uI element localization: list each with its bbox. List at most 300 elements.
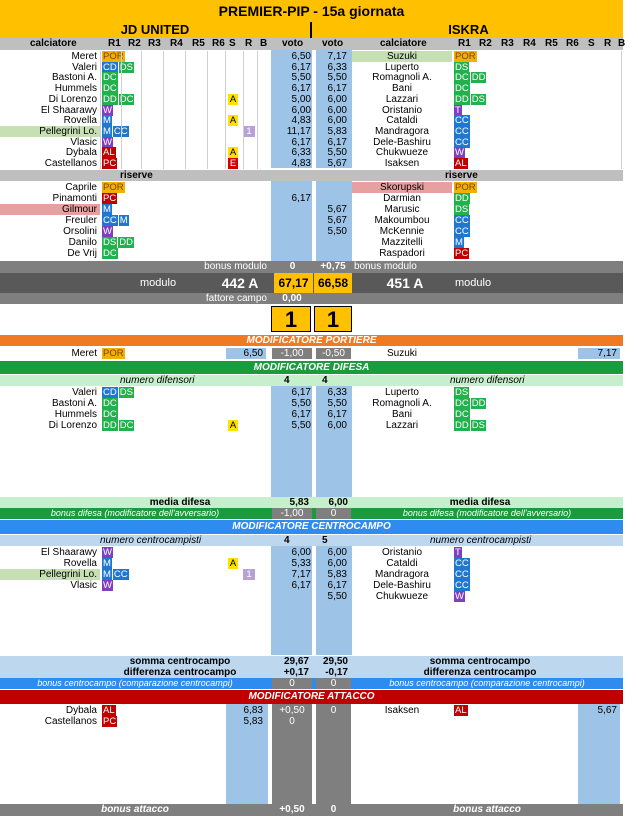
role-cell — [102, 193, 162, 204]
grid-line — [257, 105, 258, 116]
player-vote: 6,00 — [327, 420, 347, 431]
away-total: 66,58 — [314, 273, 352, 293]
status-badge: A — [229, 115, 237, 127]
bonus-label: bonus centrocampo (comparazione centrocampi) — [389, 678, 585, 688]
bonus-modulo-home: 0 — [289, 261, 296, 272]
somma-label: somma centrocampo — [129, 656, 231, 667]
grid-line — [141, 137, 142, 148]
player-vote — [271, 248, 314, 259]
grid-line — [621, 115, 622, 126]
bonus-difesa — [0, 508, 623, 519]
role-badge: DC — [119, 93, 134, 105]
role-cell — [102, 147, 162, 158]
grid-line — [243, 62, 244, 73]
role-cell — [102, 387, 162, 398]
grid-line — [121, 72, 122, 83]
player-vote: 6,00 — [327, 104, 347, 116]
starter-row — [0, 137, 623, 148]
role-badge: DS — [455, 61, 469, 73]
col-vote: voto — [322, 38, 344, 49]
grid-line — [257, 147, 258, 158]
player-name: Caprile — [65, 182, 97, 193]
role-cell — [102, 569, 162, 580]
player-vote: 5,33 — [291, 558, 311, 569]
grid-line — [243, 94, 244, 105]
home-modifier: -1,00 — [272, 348, 312, 359]
role-badge: DD — [103, 420, 117, 431]
fattore-value: 0,00 — [282, 293, 302, 304]
player-vote: 6,00 — [327, 547, 347, 558]
grid-line — [243, 126, 244, 137]
page-title: PREMIER-PIP - 15a giornata — [218, 3, 405, 19]
player-vote: 5,83 — [243, 716, 263, 727]
col-R3: R3 — [148, 38, 161, 49]
section-title: MODIFICATORE PORTIERE — [246, 335, 377, 346]
role-badge: DS — [471, 420, 485, 431]
difesa-row — [0, 387, 623, 398]
grid-line — [243, 72, 244, 83]
role-cell — [102, 137, 162, 148]
role-badge: CC — [455, 215, 469, 226]
role-badge: PC — [103, 158, 117, 169]
player-vote: 5,67 — [327, 204, 347, 215]
grid-line — [185, 115, 186, 126]
home-team-name: JD UNITED — [0, 22, 312, 38]
role-cell — [454, 226, 514, 237]
difesa-row — [0, 398, 623, 409]
home-bonus: 0 — [272, 678, 312, 689]
role-cell — [102, 237, 162, 248]
player-name: Isaksen — [384, 705, 420, 716]
starter-row — [0, 147, 623, 158]
player-name: Freuler — [65, 215, 97, 226]
col-R5: R5 — [192, 38, 205, 49]
attacco-row — [0, 716, 623, 727]
grid-line — [225, 94, 226, 105]
col-R4: R4 — [523, 38, 536, 49]
role-cell — [454, 558, 514, 569]
player-name: Mazzitelli — [381, 237, 423, 248]
grid-line — [257, 126, 258, 137]
player-vote: 5,50 — [327, 147, 347, 159]
role-cell — [102, 115, 162, 126]
centro-row — [0, 558, 623, 569]
col-B: B — [260, 38, 268, 49]
player-name: Mandragora — [375, 569, 429, 580]
starter-row — [0, 83, 623, 94]
role-cell — [454, 409, 514, 420]
role-cell — [102, 182, 162, 193]
role-badge: AL — [455, 158, 467, 169]
grid-line — [207, 137, 208, 148]
player-name: Oristanio — [381, 547, 422, 558]
section-title: MODIFICATORE ATTACCO — [248, 691, 375, 702]
reserve-row — [0, 182, 623, 193]
grid-line — [121, 105, 122, 116]
player-vote: 6,17 — [327, 409, 347, 420]
role-badge: W — [455, 147, 464, 159]
role-cell — [454, 72, 514, 83]
player-name: Bastoni A. — [51, 398, 97, 409]
grid-line — [163, 83, 164, 94]
home-media: 5,83 — [289, 497, 309, 508]
player-name: Romagnoli A. — [372, 398, 432, 409]
role-badge: DD — [455, 93, 469, 105]
player-vote: 5,83 — [327, 569, 347, 580]
role-badge: M — [455, 237, 463, 248]
player-name: Dele-Bashiru — [373, 136, 431, 148]
role-cell — [102, 158, 162, 169]
player-vote: 7,17 — [578, 348, 620, 359]
grid-line — [257, 62, 258, 73]
role-cell — [102, 398, 162, 409]
bonus-label: bonus attacco — [101, 804, 169, 815]
difesa-title — [0, 361, 623, 374]
player-name: Meret — [71, 348, 97, 359]
grid-line — [621, 137, 622, 148]
col-R2: R2 — [479, 38, 492, 49]
player-name: Chukwueze — [375, 591, 429, 602]
player-vote: 6,17 — [327, 580, 347, 591]
somma-label: somma centrocampo — [429, 656, 531, 667]
player-vote — [271, 182, 314, 193]
role-cell — [454, 705, 514, 716]
role-cell — [454, 147, 514, 158]
role-badge: W — [103, 547, 112, 558]
somma-row — [0, 656, 623, 667]
grid-line — [121, 62, 122, 73]
role-badge: DC — [103, 72, 117, 84]
grid-line — [100, 72, 101, 83]
player-name: Oristanio — [381, 104, 422, 116]
grid-line — [257, 83, 258, 94]
starter-row — [0, 51, 623, 62]
grid-line — [141, 115, 142, 126]
role-badge: DC — [103, 409, 117, 420]
centro-sub — [0, 535, 623, 546]
grid-line — [225, 105, 226, 116]
role-cell — [454, 237, 514, 248]
role-badge: PC — [103, 716, 117, 727]
player-vote — [271, 215, 314, 226]
role-cell — [102, 716, 162, 727]
role-badge: CC — [455, 580, 469, 591]
col-S: S — [588, 38, 595, 49]
col-R2: R2 — [128, 38, 141, 49]
teams-bar — [0, 22, 623, 38]
grid-line — [141, 158, 142, 169]
home-modifier: +0,50 — [279, 705, 305, 716]
grid-line — [243, 137, 244, 148]
home-bonus: +0,50 — [279, 804, 305, 815]
away-modifier: 0 — [330, 705, 337, 716]
player-vote: 6,17 — [327, 83, 347, 95]
grid-line — [185, 51, 186, 62]
role-cell — [454, 387, 514, 398]
player-name: Valeri — [72, 387, 97, 398]
reserve-row — [0, 226, 623, 237]
media-label: media difesa — [149, 497, 211, 508]
role-badge: DS — [455, 387, 469, 398]
role-cell — [454, 126, 514, 137]
col-R: R — [604, 38, 612, 49]
grid-line — [257, 72, 258, 83]
grid-line — [225, 51, 226, 62]
grid-line — [185, 83, 186, 94]
role-badge: T — [455, 104, 461, 116]
away-diff: -0,17 — [325, 667, 348, 678]
player-vote — [271, 237, 314, 248]
grid-line — [243, 158, 244, 169]
role-cell — [454, 105, 514, 116]
bonus-attacco — [0, 804, 623, 816]
grid-line — [121, 94, 122, 105]
grid-line — [243, 147, 244, 158]
grid-line — [141, 83, 142, 94]
bonus-label: bonus difesa (modificatore dell'avversario) — [50, 508, 220, 518]
player-name: Romagnoli A. — [372, 72, 432, 84]
player-name: Valeri — [72, 61, 97, 73]
centro-row — [0, 569, 623, 580]
difesa-sub-label: numero difensori — [120, 375, 195, 386]
player-name: Danilo — [68, 237, 97, 248]
grid-line — [163, 94, 164, 105]
col-B: B — [618, 38, 626, 49]
role-cell — [102, 705, 162, 716]
col-S: S — [229, 38, 236, 49]
grid-line — [141, 94, 142, 105]
player-name: Raspadori — [379, 248, 425, 259]
role-cell — [102, 51, 162, 62]
grid-line — [621, 105, 622, 116]
grid-line — [225, 83, 226, 94]
player-name: Rovella — [63, 115, 97, 127]
grid-line — [621, 158, 622, 169]
role-cell — [102, 204, 162, 215]
role-badge: CC — [455, 125, 469, 137]
grid-line — [141, 147, 142, 158]
grid-line — [185, 72, 186, 83]
grid-line — [225, 115, 226, 126]
player-name: Chukwueze — [375, 147, 429, 159]
player-vote: 7,17 — [291, 569, 311, 580]
player-name: Di Lorenzo — [48, 93, 97, 105]
home-total: 67,17 — [274, 273, 313, 293]
role-badge: DC — [455, 398, 469, 409]
grid-line — [257, 158, 258, 169]
grid-line — [257, 137, 258, 148]
reserve-row — [0, 215, 623, 226]
role-badge: CC — [455, 115, 469, 127]
col-player: calciatore — [30, 38, 77, 49]
grid-line — [207, 94, 208, 105]
role-cell — [102, 580, 162, 591]
difesa-row — [0, 409, 623, 420]
role-cell — [454, 62, 514, 73]
player-name: El Shaarawy — [40, 104, 97, 116]
section-title: MODIFICATORE DIFESA — [253, 362, 370, 373]
reserves-label: riserve — [120, 170, 153, 181]
role-cell — [454, 248, 514, 259]
grid-line — [100, 158, 101, 169]
reserve-row — [0, 248, 623, 259]
role-badge: M — [103, 204, 111, 215]
player-vote — [316, 237, 350, 248]
role-badge: DS — [455, 204, 469, 215]
fattore-row — [0, 293, 623, 304]
col-R6: R6 — [566, 38, 579, 49]
grid-line — [225, 62, 226, 73]
portiere-row — [0, 348, 623, 359]
grid-line — [163, 137, 164, 148]
role-badge: DC — [119, 420, 134, 431]
grid-line — [621, 83, 622, 94]
modulo-label: modulo — [140, 277, 177, 289]
grid-line — [100, 51, 101, 62]
player-vote: 6,00 — [327, 558, 347, 569]
role-badge: CC — [455, 569, 469, 580]
grid-line — [225, 137, 226, 148]
role-badge: DC — [455, 83, 469, 95]
starter-row — [0, 105, 623, 116]
player-vote: 5,50 — [327, 72, 347, 84]
role-badge: W — [103, 104, 112, 116]
difesa-row — [0, 420, 623, 431]
diff-row — [0, 667, 623, 678]
player-vote: 5,50 — [291, 420, 311, 431]
player-vote: 5,67 — [327, 158, 347, 169]
role-cell — [102, 215, 162, 226]
grid-line — [257, 94, 258, 105]
grid-line — [257, 51, 258, 62]
grid-line — [100, 105, 101, 116]
player-vote: 6,00 — [327, 93, 347, 105]
player-name: Suzuki — [386, 51, 417, 62]
grid-line — [207, 62, 208, 73]
home-somma: 29,67 — [283, 656, 309, 667]
diff-label: differenza centrocampo — [423, 667, 537, 678]
player-vote: 6,00 — [327, 115, 347, 127]
difesa-sub — [0, 375, 623, 386]
grid-line — [257, 115, 258, 126]
player-vote: 6,83 — [243, 705, 263, 716]
role-badge: W — [103, 226, 112, 237]
role-cell — [102, 105, 162, 116]
bonus-label: bonus difesa (modificatore dell'avversario) — [402, 508, 572, 518]
role-badge: DS — [471, 93, 485, 105]
attacco-title — [0, 690, 623, 704]
goals-row — [0, 306, 623, 332]
role-badge: T — [455, 547, 461, 558]
grid-line — [185, 158, 186, 169]
grid-line — [163, 158, 164, 169]
role-cell — [454, 115, 514, 126]
player-name: Dele-Bashiru — [373, 580, 431, 591]
centro-row — [0, 580, 623, 591]
role-badge: CC — [455, 226, 469, 237]
attacco-row — [0, 705, 623, 716]
role-badge: CD — [103, 61, 117, 73]
player-name: Isaksen — [384, 158, 420, 169]
player-vote: 6,17 — [291, 83, 311, 95]
role-badge: POR — [103, 182, 124, 193]
grid-line — [207, 158, 208, 169]
col-R1: R1 — [108, 38, 121, 49]
col-R1: R1 — [458, 38, 471, 49]
role-cell — [454, 569, 514, 580]
role-badge: M — [103, 115, 111, 127]
reserve-row — [0, 193, 623, 204]
status-badge: A — [229, 558, 237, 569]
role-badge: DC — [455, 409, 469, 420]
role-badge: DC — [103, 398, 117, 409]
bonus-badge: 1 — [243, 126, 255, 137]
col-R6: R6 — [212, 38, 225, 49]
starter-row — [0, 126, 623, 137]
player-name: Lazzari — [385, 420, 419, 431]
reserves-header — [0, 170, 623, 181]
player-name: Lazzari — [385, 93, 419, 105]
role-cell — [102, 547, 162, 558]
role-cell — [102, 62, 162, 73]
role-cell — [102, 420, 162, 431]
role-badge: M — [119, 215, 128, 226]
player-name: Cataldi — [386, 558, 418, 569]
role-badge: POR — [455, 51, 476, 62]
player-name: Pellegrini Lo. — [39, 125, 97, 137]
player-vote: 5,50 — [291, 398, 311, 409]
role-badge: AL — [103, 705, 115, 716]
modulo-label: modulo — [455, 277, 492, 289]
grid-line — [207, 147, 208, 158]
col-R: R — [245, 38, 253, 49]
away-media: 6,00 — [328, 497, 348, 508]
grid-line — [207, 126, 208, 137]
grid-line — [185, 62, 186, 73]
role-badge: AL — [455, 705, 467, 716]
player-name: Dybala — [65, 147, 97, 159]
role-badge: DS — [103, 237, 117, 248]
bonus-modulo-label: bonus modulo — [204, 261, 267, 272]
role-cell — [454, 51, 514, 62]
role-badge: CC — [113, 125, 128, 137]
role-badge: POR — [103, 51, 124, 62]
grid-line — [243, 105, 244, 116]
grid-line — [185, 94, 186, 105]
centro-title — [0, 520, 623, 534]
player-name: Rovella — [63, 558, 97, 569]
player-name: Luperto — [385, 61, 419, 73]
diff-label: differenza centrocampo — [123, 667, 237, 678]
grid-line — [225, 147, 226, 158]
grid-line — [621, 62, 622, 73]
player-vote: 5,00 — [291, 93, 311, 105]
grid-line — [225, 72, 226, 83]
grid-line — [100, 126, 101, 137]
home-goals: 1 — [271, 306, 311, 332]
player-name: Bani — [391, 409, 412, 420]
grid-line — [185, 105, 186, 116]
grid-line — [225, 126, 226, 137]
player-vote: 6,17 — [291, 580, 311, 591]
role-badge: CC — [455, 136, 469, 148]
status-badge: A — [229, 93, 237, 105]
player-vote — [316, 193, 350, 204]
role-badge: DC — [103, 83, 117, 95]
grid-line — [121, 137, 122, 148]
player-vote: 6,17 — [291, 387, 311, 398]
role-badge: AL — [103, 147, 115, 159]
